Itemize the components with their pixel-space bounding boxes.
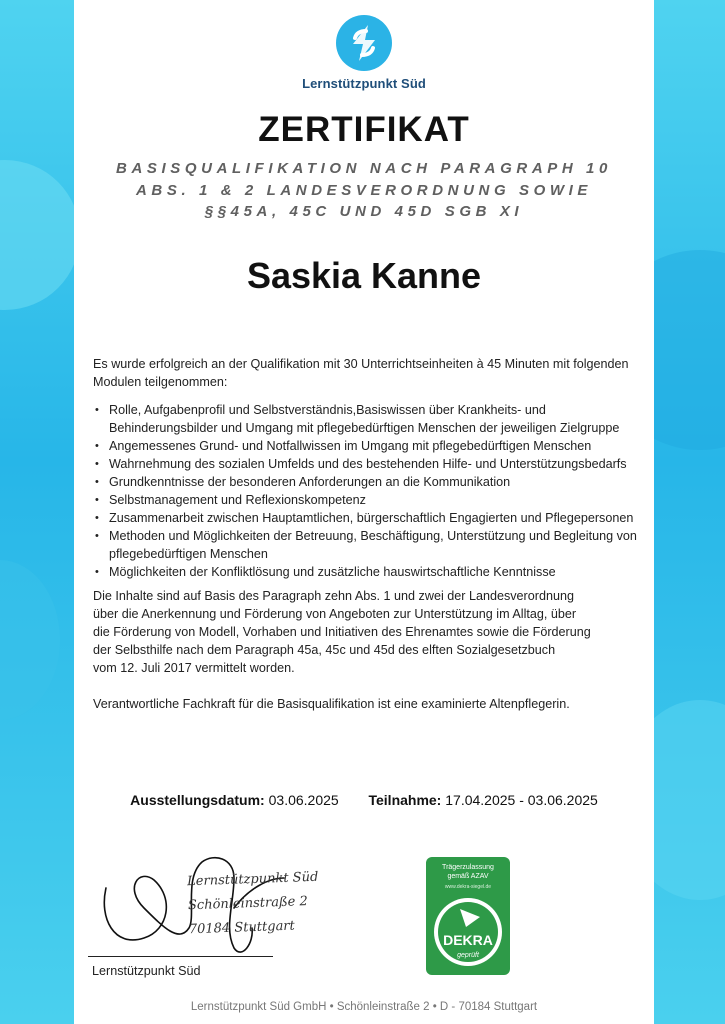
company-stamp: [187, 866, 321, 943]
subtitle-line: BASISQUALIFIKATION NACH PARAGRAPH 10: [116, 160, 612, 177]
signature-line: [88, 956, 273, 957]
legal-paragraph: [93, 587, 648, 677]
legal-line: Die Inhalte sind auf Basis des Paragraph zehn Abs. 1 und zwei der Landesverordnung: [93, 589, 574, 603]
participation-label: Teilnahme:: [368, 792, 442, 808]
intro-text: Es wurde erfolgreich an der Qualifikation mit 30 Unterrichtseinheiten à 45 Minuten mit folgenden Modulen teilgenommen:: [93, 357, 629, 389]
badge-brand: DEKRA: [443, 932, 493, 948]
legal-line: vom 12. Juli 2017 vermittelt worden.: [93, 661, 295, 675]
issue-date-value: 03.06.2025: [268, 792, 339, 808]
participation-value: 17.04.2025 - 03.06.2025: [445, 792, 598, 808]
list-item: • Methoden und Möglichkeiten der Betreuung, Beschäftigung, Unterstützung und Begleitung von pflegebedürftigen Menschen: [93, 527, 648, 563]
certificate-body: [93, 355, 648, 713]
badge-line1: Trägerzulassung: [442, 864, 494, 871]
badge-url: www.dekra-siegel.de: [444, 884, 492, 890]
lightning-s-circle-icon: [335, 14, 393, 72]
list-item: • Wahrnehmung des sozialen Umfelds und des bestehenden Hilfe- und Unterstützungsbedarfs: [93, 455, 648, 473]
recipient-name: Saskia Kanne: [246, 255, 482, 296]
legal-line: über die Anerkennung und Förderung von Angeboten zur Unterstützung im Alltag, über: [93, 607, 577, 621]
issue-date-label: Ausstellungsdatum:: [130, 792, 265, 808]
background-circle: [0, 560, 60, 720]
certificate-title: ZERTIFIKAT: [258, 110, 470, 149]
certificate-subtitle: [84, 158, 644, 223]
brand-logo: [74, 14, 654, 91]
background-circle: [0, 160, 80, 310]
list-item: • Möglichkeiten der Konfliktlösung und zusätzliche hauswirtschaftliche Kenntnisse: [93, 563, 648, 581]
dekra-seal-icon: [426, 857, 510, 975]
legal-line: der Selbsthilfe nach dem Paragraph 45a, 45c und 45d des elften Sozialgesetzbuch: [93, 643, 556, 657]
subtitle-line: §§45A, 45C UND 45D SGB XI: [204, 203, 524, 220]
stamp-line: Lernstützpunkt Süd: [186, 869, 319, 890]
certificate-page: [74, 0, 654, 1024]
responsible-text: Verantwortliche Fachkraft für die Basisqualifikation ist eine examinierte Altenpflegerin.: [93, 697, 570, 711]
list-item: • Zusammenarbeit zwischen Hauptamtlichen, bürgerschaftlich Engagierten und Pflegepersonen: [93, 509, 648, 527]
module-list: [93, 401, 648, 581]
list-item: • Grundkenntnisse der besonderen Anforderungen an die Kommunikation: [93, 473, 648, 491]
stamp-line: Schönleinstraße 2: [187, 894, 308, 914]
legal-line: die Förderung von Modell, Vorhaben und Initiativen des Ehrenamtes sowie die Förderung: [93, 625, 591, 639]
stamp-line: 70184 Stuttgart: [188, 918, 296, 938]
badge-checked: geprüft: [457, 952, 479, 959]
badge-line2: gemäß AZAV: [447, 873, 489, 880]
date-line: [74, 792, 654, 808]
signature-label: Lernstützpunkt Süd: [92, 964, 201, 978]
brand-name: Lernstützpunkt Süd: [302, 76, 426, 91]
page-footer: Lernstützpunkt Süd GmbH • Schönleinstraße 2 • D - 70184 Stuttgart: [190, 1001, 538, 1013]
list-item: • Selbstmanagement und Reflexionskompetenz: [93, 491, 648, 509]
subtitle-line: ABS. 1 & 2 LANDESVERORDNUNG SOWIE: [135, 181, 592, 199]
list-item: • Angemessenes Grund- und Notfallwissen im Umgang mit pflegebedürftigen Menschen: [93, 437, 648, 455]
list-item: • Rolle, Aufgabenprofil und Selbstverständnis,Basiswissen über Krankheits- und Behinderungsbilder und Umgang mit pflegebedürftigen Menschen der jeweiligen Zielgruppe: [93, 401, 648, 437]
